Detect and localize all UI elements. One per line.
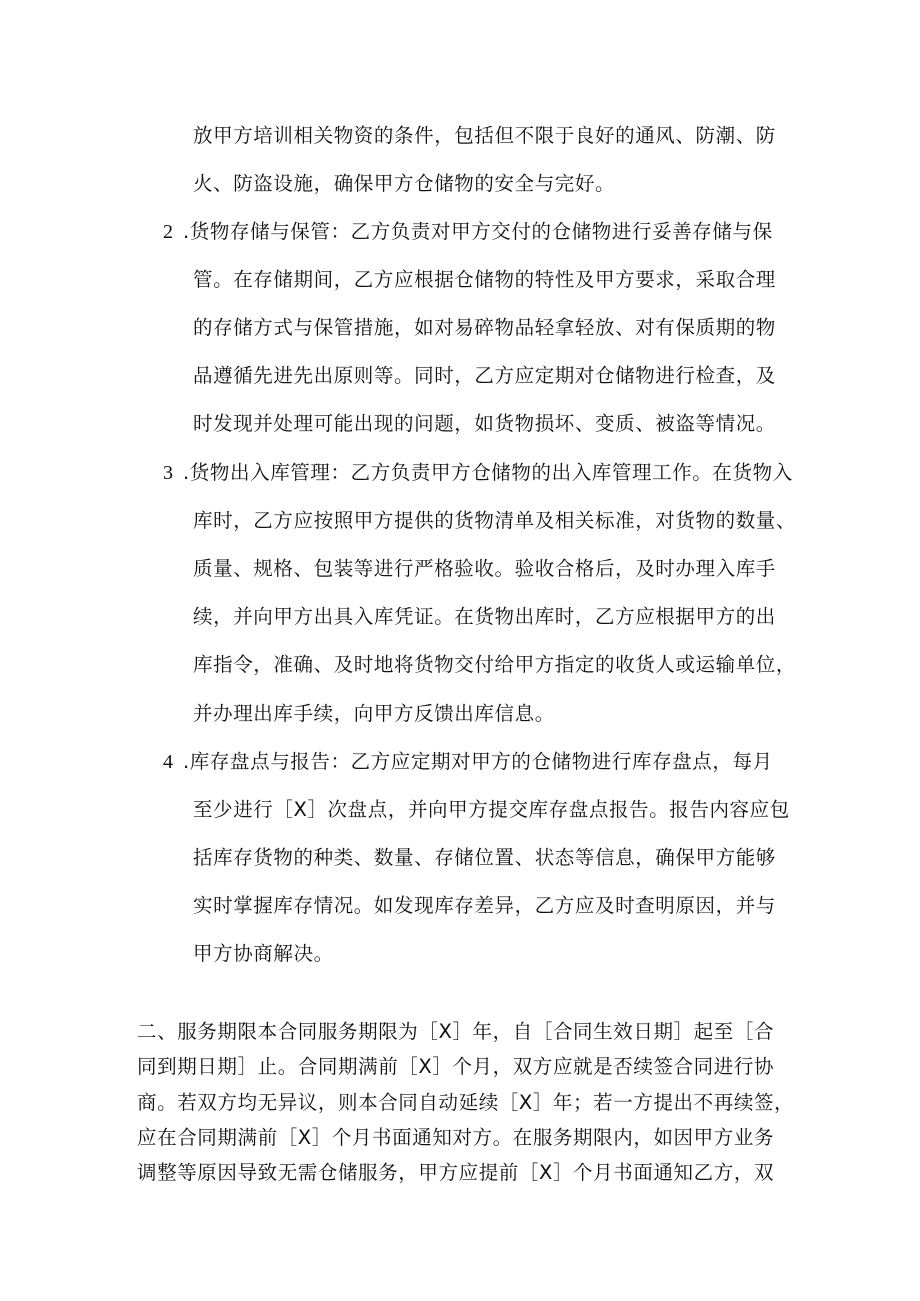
item-4-line-1: .库存盘点与报告：乙方应定期对甲方的仓储物进行库存盘点，每月 xyxy=(183,750,773,773)
item-4-line-2: 至少进行［X］次盘点，并向甲方提交库存盘点报告。报告内容应包 xyxy=(193,798,790,821)
item-3-line-2: 库时，乙方应按照甲方提供的货物清单及相关标准，对货物的数量、 xyxy=(193,509,797,532)
section-two-line-3: 商。若双方均无异议，则本合同自动延续［X］年；若一方提出不再续签， xyxy=(137,1091,795,1114)
item-4-line-4: 实时掌握库存情况。如发现库存差异，乙方应及时查明原因，并与 xyxy=(193,894,776,917)
section-two-line-2: 同到期日期］止。合同期满前［X］个月，双方应就是否续签合同进行协 xyxy=(137,1055,775,1078)
item-3-line-4: 续，并向甲方出具入库凭证。在货物出库时，乙方应根据甲方的出 xyxy=(193,605,776,628)
item-2-line-2: 管。在存储期间，乙方应根据仓储物的特性及甲方要求，采取合理 xyxy=(193,268,776,291)
item-3-line-3: 质量、规格、包装等进行严格验收。验收合格后，及时办理入库手 xyxy=(193,557,776,580)
item-4-line-3: 括库存货物的种类、数量、存储位置、状态等信息，确保甲方能够 xyxy=(193,846,776,869)
item-number: 3 xyxy=(163,462,173,484)
item-3-line-6: 并办理出库手续，向甲方反馈出库信息。 xyxy=(193,702,555,725)
item-3-line-1: .货物出入库管理：乙方负责甲方仓储物的出入库管理工作。在货物入 xyxy=(183,461,793,484)
section-two-line-4: 应在合同期满前［X］个月书面通知对方。在服务期限内，如因甲方业务 xyxy=(137,1126,775,1149)
item-number: 4 xyxy=(163,751,173,773)
item-2-line-4: 品遵循先进先出原则等。同时，乙方应定期对仓储物进行检查，及 xyxy=(193,364,776,387)
item-3-line-5: 库指令，准确、及时地将货物交付给甲方指定的收货人或运输单位， xyxy=(193,653,797,676)
item-2-line-5: 时发现并处理可能出现的问题，如货物损坏、变质、被盗等情况。 xyxy=(193,412,776,435)
item-2-line-3: 的存储方式与保管措施，如对易碎物品轻拿轻放、对有保质期的物 xyxy=(193,316,776,339)
item-4-line-5: 甲方协商解决。 xyxy=(193,942,334,965)
item-number: 2 xyxy=(163,221,173,243)
section-two-line-5: 调整等原因导致无需仓储服务，甲方应提前［X］个月书面通知乙方，双 xyxy=(137,1161,775,1184)
item-2-line-1: .货物存储与保管：乙方负责对甲方交付的仓储物进行妥善存储与保 xyxy=(183,220,773,243)
section-two-line-1: 二、服务期限本合同服务期限为［X］年，自［合同生效日期］起至［合 xyxy=(137,1020,775,1043)
intro-line-1: 放甲方培训相关物资的条件，包括但不限于良好的通风、防潮、防 xyxy=(193,124,776,147)
intro-line-2: 火、防盗设施，确保甲方仓储物的安全与完好。 xyxy=(193,172,616,195)
